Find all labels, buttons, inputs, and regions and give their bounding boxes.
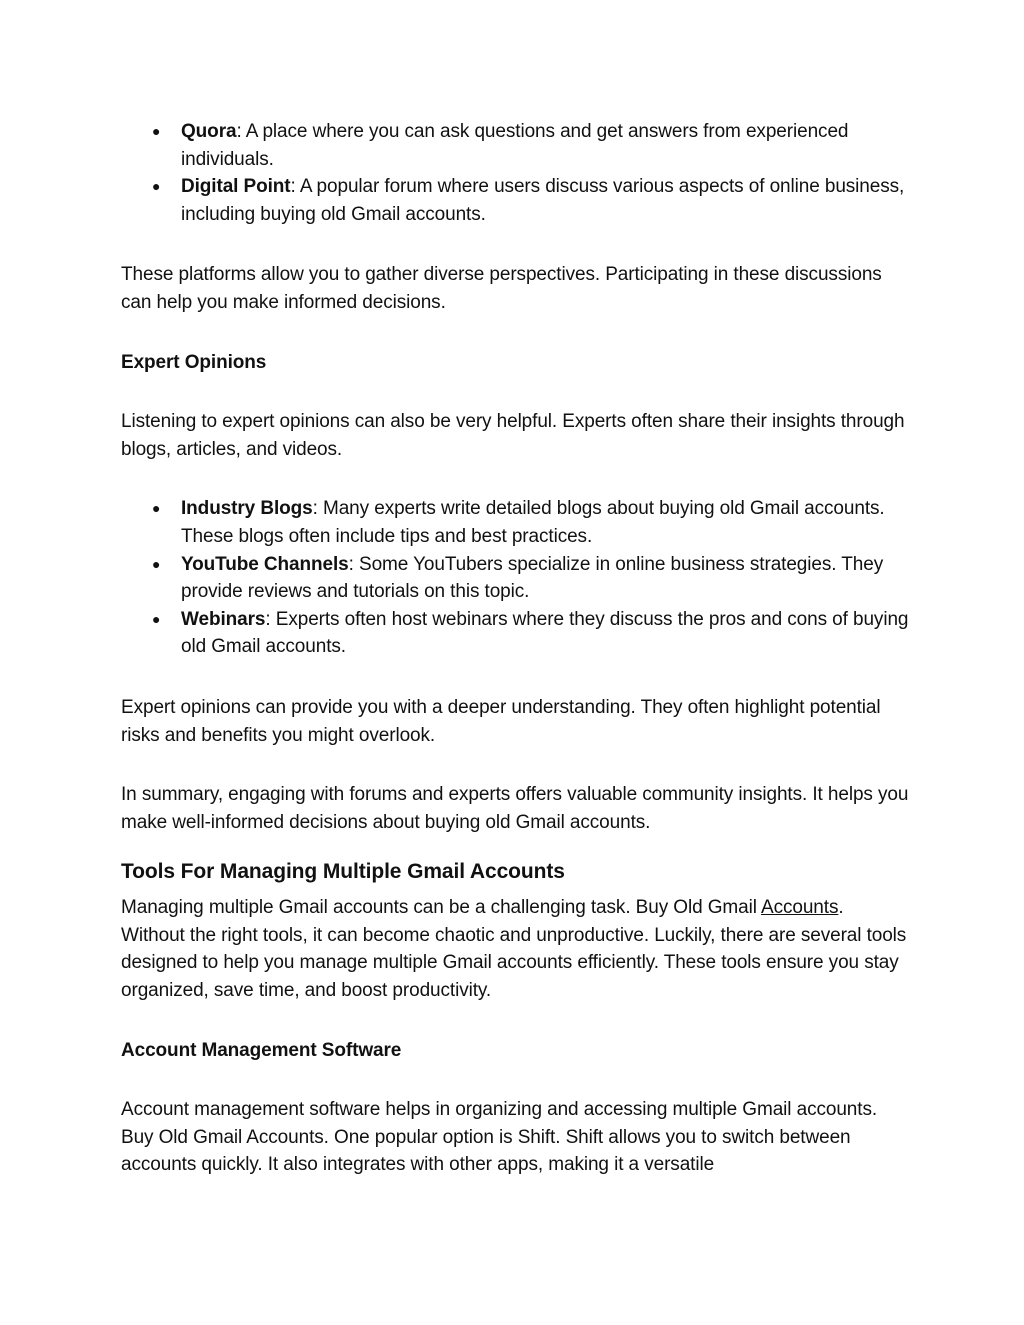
list-item-term: Webinars [181, 608, 266, 630]
section-heading-account-management-software [121, 1037, 911, 1065]
list-item [121, 173, 911, 228]
list-item [121, 551, 911, 606]
expert-list [121, 495, 911, 661]
paragraph: Listening to expert opinions can also be very helpful. Experts often share their insights through blogs, articles, and videos. [121, 411, 905, 460]
list-item-text: : Some YouTubers specialize in online business strategies. They provide reviews and tutorials on this topic. [181, 553, 884, 603]
list-item [121, 118, 911, 173]
list-item-term: Digital Point [181, 176, 291, 198]
paragraph [121, 894, 911, 1004]
section-heading-tools: Tools For Managing Multiple Gmail Accounts [121, 860, 565, 884]
heading-text: Expert Opinions [121, 351, 267, 373]
list-item-term: Industry Blogs [181, 498, 313, 520]
section-heading-expert-opinions [121, 349, 911, 377]
accounts-link[interactable]: Accounts [761, 897, 839, 919]
heading-text: Account Management Software [121, 1039, 402, 1061]
list-item [121, 606, 911, 661]
list-item-text: : Experts often host webinars where they discuss the pros and cons of buying old Gmail accounts. [181, 608, 909, 658]
document-page [121, 118, 911, 1179]
list-item-term: Quora [181, 121, 237, 142]
bullet-icon: ● [152, 178, 161, 195]
bullet-icon: ● [152, 555, 161, 572]
paragraph: In summary, engaging with forums and experts offers valuable community insights. It helps you make well-informed decisions about buying old Gmail accounts. [121, 784, 909, 833]
paragraph-text: Managing multiple Gmail accounts can be a challenging task. Buy Old Gmail [121, 897, 761, 919]
bullet-icon: ● [152, 610, 161, 627]
bullet-icon: ● [152, 123, 161, 139]
list-item-text: : A popular forum where users discuss various aspects of online business, including buying old Gmail accounts. [181, 176, 905, 225]
forum-list [121, 118, 911, 228]
list-item-text: : A place where you can ask questions and get answers from experienced individuals. [181, 121, 849, 170]
list-item [121, 495, 911, 550]
list-item-text: : Many experts write detailed blogs about buying old Gmail accounts. These blogs often include tips and best practices. [181, 498, 885, 547]
paragraph-text: . Without the right tools, it can become chaotic and unproductive. Luckily, there are several tools designed to help you manage multiple Gmail accounts efficiently. These tools ensure you stay organized, save time, and boost productivity. [121, 897, 907, 1002]
bullet-icon: ● [152, 500, 161, 517]
paragraph: Account management software helps in organizing and accessing multiple Gmail accounts. Buy Old Gmail Accounts. One popular option is Shift. Shift allows you to switch between accounts quickly. It also integrates with other apps, making it a versatile [121, 1099, 878, 1176]
paragraph: Expert opinions can provide you with a deeper understanding. They often highlight potential risks and benefits you might overlook. [121, 696, 881, 746]
paragraph: These platforms allow you to gather diverse perspectives. Participating in these discussions can help you make informed decisions. [121, 264, 882, 313]
list-item-term: YouTube Channels [181, 553, 349, 575]
